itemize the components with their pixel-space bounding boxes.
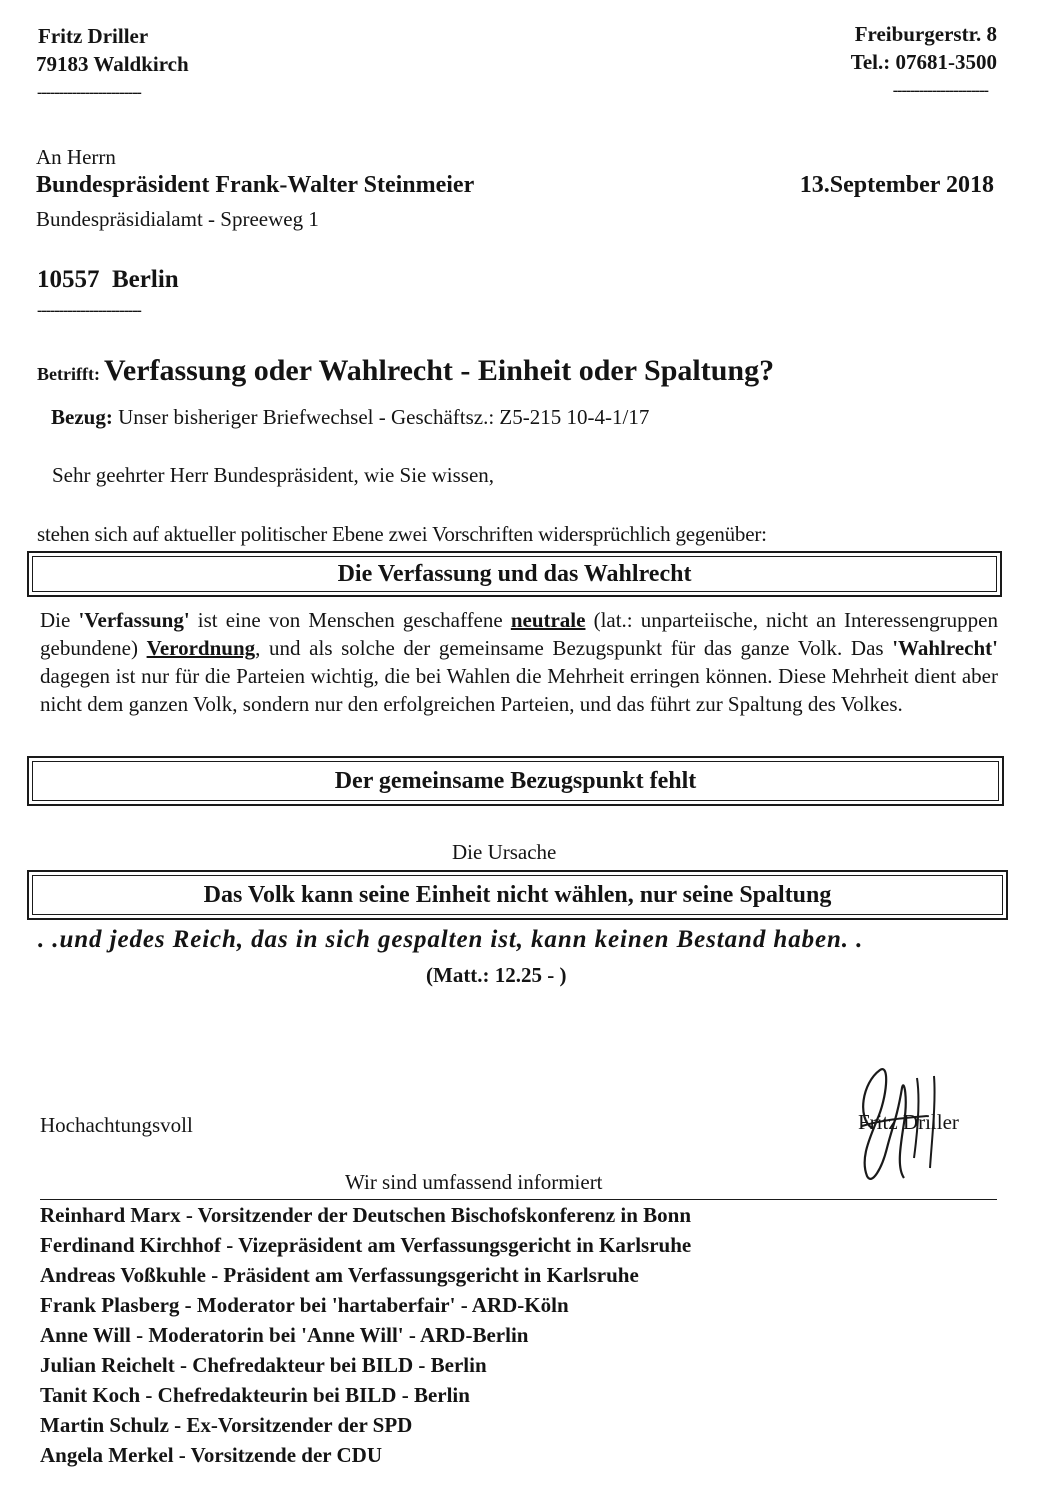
- cc-item: Anne Will - Moderatorin bei 'Anne Will' - ARD-Berlin: [40, 1323, 529, 1347]
- cc-item: Reinhard Marx - Vorsitzender der Deutschen Bischofskonferenz in Bonn: [40, 1203, 692, 1227]
- cc-item: Frank Plasberg - Moderator bei 'hartaberfair' - ARD-Köln: [40, 1293, 569, 1317]
- heading-constitution: Die Verfassung und das Wahlrecht: [32, 556, 997, 592]
- paragraph-part-2: ist eine von Menschen geschaffene: [189, 608, 511, 632]
- paragraph-part-3: (lat.: unparteiische, nicht an Interessengruppen gebundene): [40, 608, 998, 660]
- closing: Hochachtungsvoll: [40, 1113, 193, 1137]
- sender-city: 79183 Waldkirch: [36, 52, 189, 76]
- cc-list: [40, 1200, 691, 1470]
- cc-item: Andreas Voßkuhle - Präsident am Verfassungsgericht in Karlsruhe: [40, 1263, 639, 1287]
- bible-reference: (Matt.: 12.25 - ): [426, 963, 567, 987]
- paragraph-part-4: , und als solche der gemeinsame Bezugspunkt für das ganze Volk. Das: [255, 636, 893, 660]
- reference-text: Unser bisheriger Briefwechsel - Geschäftsz.: Z5-215 10-4-1/17: [118, 405, 650, 429]
- term-regulation: Verordnung: [146, 636, 256, 660]
- date: 13.September 2018: [799, 172, 994, 198]
- city-separator: ------------------------: [37, 302, 141, 319]
- sender-name: Fritz Driller: [38, 24, 149, 48]
- cc-item: Angela Merkel - Vorsitzende der CDU: [40, 1443, 382, 1467]
- cc-item: Tanit Koch - Chefredakteurin bei BILD - Berlin: [40, 1383, 470, 1407]
- cc-item: Ferdinand Kirchhof - Vizepräsident am Verfassungsgericht in Karlsruhe: [40, 1233, 692, 1257]
- term-neutral: neutrale: [510, 608, 586, 632]
- subject-label: Betrifft:: [37, 364, 100, 384]
- paragraph-part-5: dagegen ist nur für die Parteien wichtig, die bei Wahlen die Mehrheit erringen können. Diese Mehrheit dient aber nicht dem ganzen Volk, sondern nur den erfolgreichen Parteien, und das führt zur Spaltung des Volkes.: [40, 664, 998, 716]
- bible-quote: . .und jedes Reich, das in sich gespalten ist, kann keinen Bestand haben. .: [38, 926, 864, 953]
- subject-text: Verfassung oder Wahlrecht - Einheit oder Spaltung?: [103, 354, 775, 387]
- cc-item: Martin Schulz - Ex-Vorsitzender der SPD: [40, 1413, 413, 1437]
- recipient-name: Bundespräsident Frank-Walter Steinmeier: [36, 172, 475, 198]
- signature-name: Fritz Driller: [858, 1110, 959, 1134]
- paragraph-part-1: Die: [40, 608, 79, 632]
- subject-line: [37, 354, 774, 388]
- recipient-salutation: An Herrn: [36, 145, 116, 169]
- term-electoral-law: 'Wahlrecht': [892, 636, 998, 660]
- heading-unity: Das Volk kann seine Einheit nicht wählen, nur seine Spaltung: [32, 875, 1003, 915]
- sender-street: Freiburgerstr. 8: [854, 22, 997, 46]
- heading-box-constitution: [27, 551, 1002, 597]
- greeting: Sehr geehrter Herr Bundespräsident, wie Sie wissen,: [52, 463, 495, 487]
- sender-phone: Tel.: 07681-3500: [850, 50, 997, 74]
- informed-title: Wir sind umfassend informiert: [345, 1170, 603, 1194]
- heading-box-unity: [27, 870, 1008, 920]
- intro-text: stehen sich auf aktueller politischer Ebene zwei Vorschriften widersprüchlich gegenüber:: [37, 522, 767, 546]
- sender-right-separator: ----------------------: [892, 82, 988, 99]
- term-constitution: 'Verfassung': [78, 608, 190, 632]
- cc-item: Julian Reichelt - Chefredakteur bei BILD - Berlin: [40, 1353, 487, 1377]
- recipient-city: 10557 Berlin: [37, 266, 179, 293]
- cause-label: Die Ursache: [452, 840, 557, 864]
- heading-box-reference-point: [27, 756, 1004, 806]
- body-paragraph: [40, 606, 998, 718]
- heading-reference-point: Der gemeinsame Bezugspunkt fehlt: [32, 761, 999, 801]
- recipient-office: Bundespräsidialamt - Spreeweg 1: [36, 207, 319, 231]
- reference-line: [51, 405, 649, 430]
- sender-separator: ------------------------: [37, 84, 141, 101]
- reference-label: Bezug:: [51, 405, 113, 429]
